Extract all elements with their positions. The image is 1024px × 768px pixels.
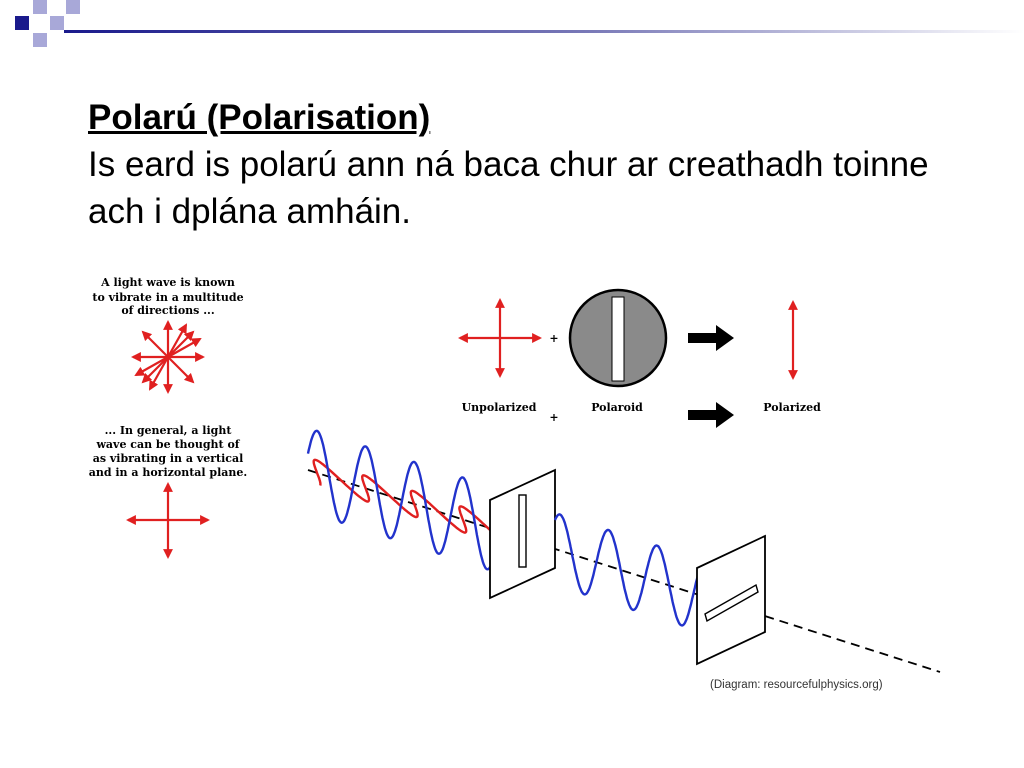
caption-middle-line-3: as vibrating in a vertical [92,452,244,465]
caption-middle-line-2: wave can be thought of [96,438,240,451]
main-diagram [308,431,940,691]
vertical-horizontal-vibration-icon [128,484,208,557]
caption-top-line-1: A light wave is known [101,276,235,289]
caption-middle-line-1: ... In general, a light [104,424,232,437]
unpolarized-light-icon [460,300,540,376]
unpolarized-label: Unpolarized [461,401,537,414]
slide-title: Polarú (Polarisation) [88,98,431,137]
caption-top-line-3: of directions ... [121,304,215,317]
caption-top-line-2: to vibrate in a multitude [92,291,244,304]
caption-middle-line-4: and in a horizontal plane. [88,466,248,479]
horizontal-wave-red [314,460,500,539]
plus-sign: + [549,332,559,345]
arrow-right-icon [688,402,734,428]
diagram-credit: (Diagram: resourcefulphysics.org) [710,679,883,691]
vertical-polarizer-filter [490,470,555,598]
left-panel [89,276,248,557]
slide-subtitle: Is eard is polarú ann ná baca chur ar creathadh toinne ach i dplána amháin. [88,145,929,231]
multidirectional-vibration-icon [133,322,203,392]
arrow-right-icon [688,325,734,351]
polaroid-filter-icon [570,290,666,386]
horizontal-polarizer-filter [697,536,765,664]
polarized-wave-blue [555,514,698,625]
polarized-label: Polarized [763,401,821,414]
filter-panel [460,290,821,428]
plus-sign-2: + [549,411,559,424]
polaroid-label: Polaroid [591,401,643,414]
